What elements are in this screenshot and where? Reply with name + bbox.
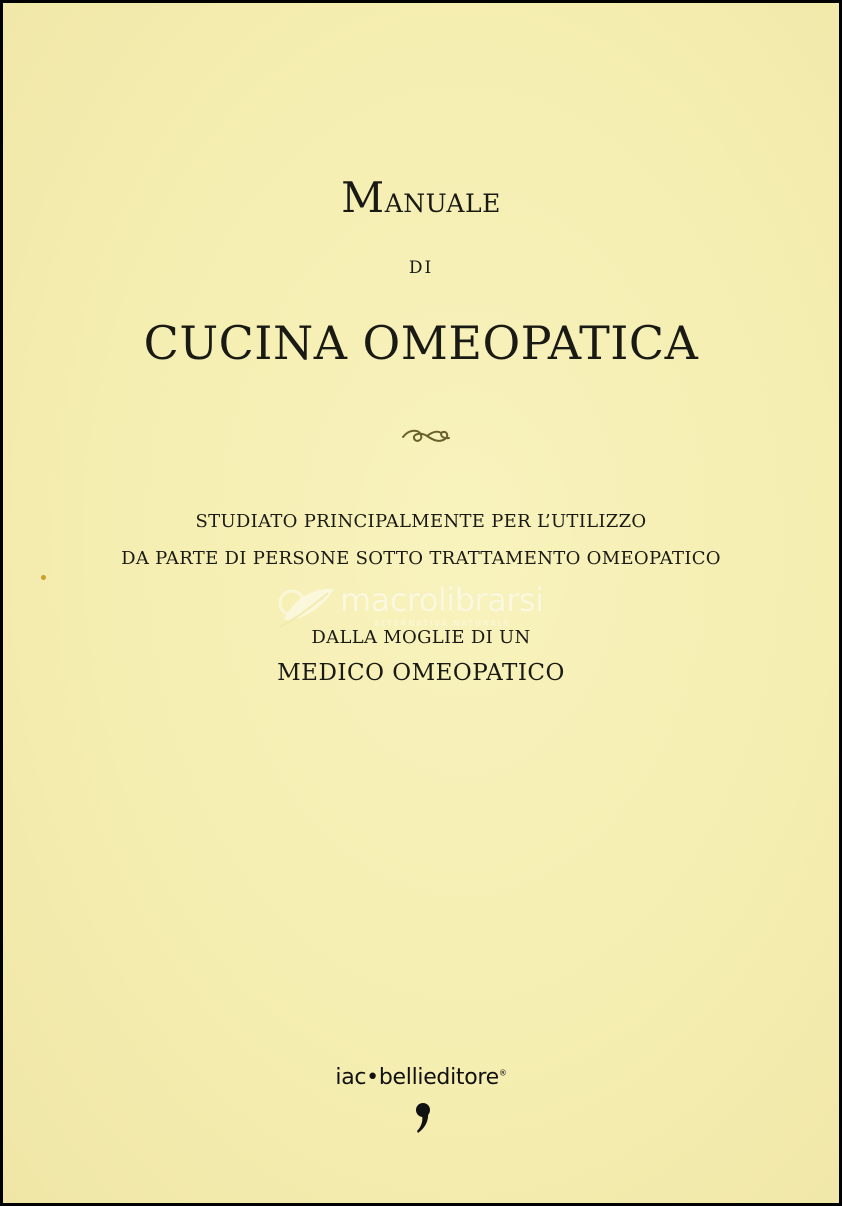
subtitle-line-2: DA PARTE DI PERSONE SOTTO TRATTAMENTO OMEOPATICO [121, 548, 721, 569]
title-initial: M [341, 173, 385, 222]
subtitle-line-4: MEDICO OMEOPATICO [277, 660, 565, 686]
leaf-logo-icon [278, 583, 338, 631]
title-rest: anuale [384, 180, 501, 221]
subtitle-line-1: STUDIATO PRINCIPALMENTE PER L’UTILIZZO [195, 511, 647, 532]
subtitle-line-3: DALLA MOGLIE DI UN [311, 627, 531, 648]
comma-icon [413, 1101, 433, 1135]
title-manuale [3, 173, 839, 222]
paper-speck [41, 575, 46, 580]
watermark-text: macrolibrarsi [340, 581, 544, 619]
main-title: CUCINA OMEOPATICA [143, 316, 699, 370]
flourish-icon [399, 421, 455, 451]
book-cover [3, 3, 839, 1203]
watermark-subtext: ALTERNATIVA NATURALE [374, 619, 512, 628]
title-di: DI [408, 258, 434, 278]
publisher-logo [3, 1065, 839, 1090]
registered-mark: ® [498, 1068, 507, 1078]
publisher-name: iac•bellieditore [335, 1065, 499, 1090]
